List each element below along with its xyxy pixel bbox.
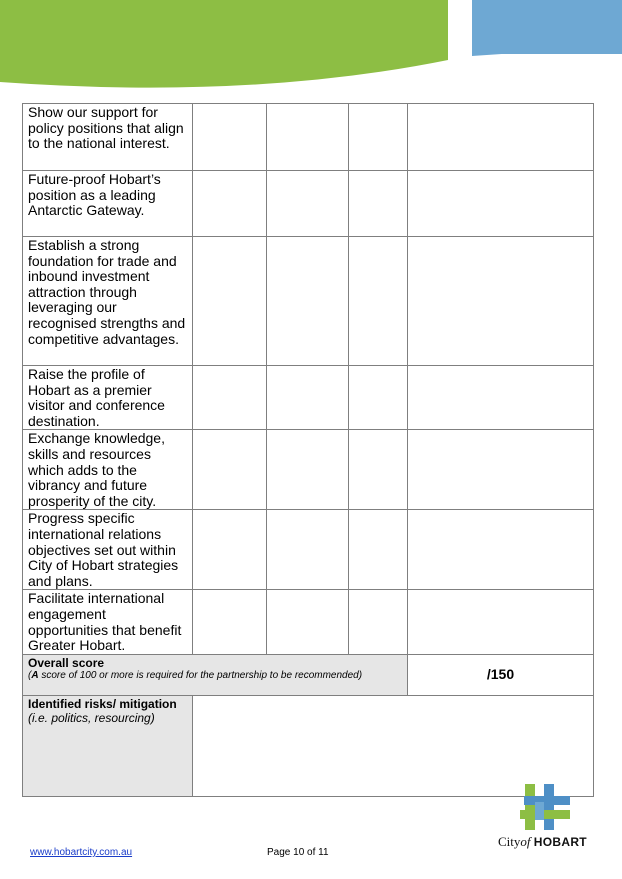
score-cell[interactable] <box>267 510 349 590</box>
score-cell[interactable] <box>349 366 408 430</box>
criterion-cell: Facilitate international engagement opportunities that benefit Greater Hobart. <box>23 590 193 654</box>
logo-wordmark: Cityof HOBART <box>498 834 587 849</box>
score-cell[interactable] <box>193 366 267 430</box>
comment-cell[interactable] <box>408 510 594 590</box>
score-cell[interactable] <box>267 590 349 654</box>
criterion-cell: Exchange knowledge, skills and resources which adds to the vibrancy and future prosperity of the city. <box>23 430 193 510</box>
score-cell[interactable] <box>267 430 349 510</box>
table-row <box>23 366 594 430</box>
overall-score-row <box>23 654 594 695</box>
comment-cell[interactable] <box>408 590 594 654</box>
table-row <box>23 171 594 237</box>
score-cell[interactable] <box>349 430 408 510</box>
criterion-cell: Future-proof Hobart’s position as a leading Antarctic Gateway. <box>23 171 193 237</box>
score-cell[interactable] <box>349 104 408 171</box>
banner-green-shape <box>0 0 448 88</box>
score-cell[interactable] <box>193 104 267 171</box>
score-cell[interactable] <box>193 171 267 237</box>
criterion-cell: Establish a strong foundation for trade and inbound investment attraction through leveraging our recognised strengths and competitive advantages. <box>23 237 193 366</box>
comment-cell[interactable] <box>408 237 594 366</box>
risks-label <box>23 695 193 796</box>
score-cell[interactable] <box>193 510 267 590</box>
overall-score-label <box>23 654 408 695</box>
assessment-table <box>22 103 594 797</box>
score-cell[interactable] <box>349 237 408 366</box>
table-row <box>23 590 594 654</box>
criterion-cell: Show our support for policy positions that align to the national interest. <box>23 104 193 171</box>
criterion-cell: Raise the profile of Hobart as a premier visitor and conference destination. <box>23 366 193 430</box>
score-cell[interactable] <box>349 590 408 654</box>
risks-title: Identified risks/ mitigation <box>28 696 177 711</box>
criterion-cell: Progress specific international relations objectives set out within City of Hobart strategies and plans. <box>23 510 193 590</box>
overall-score-title: Overall score <box>28 655 105 670</box>
score-cell[interactable] <box>193 237 267 366</box>
table-row <box>23 104 594 171</box>
table-row <box>23 510 594 590</box>
score-cell[interactable] <box>267 171 349 237</box>
score-cell[interactable] <box>267 237 349 366</box>
score-cell[interactable] <box>267 366 349 430</box>
table-row <box>23 237 594 366</box>
header-banner <box>0 0 622 100</box>
score-cell[interactable] <box>267 104 349 171</box>
comment-cell[interactable] <box>408 430 594 510</box>
score-cell[interactable] <box>193 430 267 510</box>
overall-score-value: /150 <box>408 654 594 695</box>
overall-score-note: (A score of 100 or more is required for the partnership to be recommended) <box>28 669 363 681</box>
comment-cell[interactable] <box>408 104 594 171</box>
score-cell[interactable] <box>193 590 267 654</box>
score-cell[interactable] <box>349 510 408 590</box>
score-cell[interactable] <box>349 171 408 237</box>
comment-cell[interactable] <box>408 171 594 237</box>
comment-cell[interactable] <box>408 366 594 430</box>
footer-website-link[interactable]: www.hobartcity.com.au <box>30 847 133 858</box>
page-number: Page 10 of 11 <box>267 847 329 858</box>
risks-subtitle: (i.e. politics, resourcing) <box>28 710 155 725</box>
table-row <box>23 430 594 510</box>
